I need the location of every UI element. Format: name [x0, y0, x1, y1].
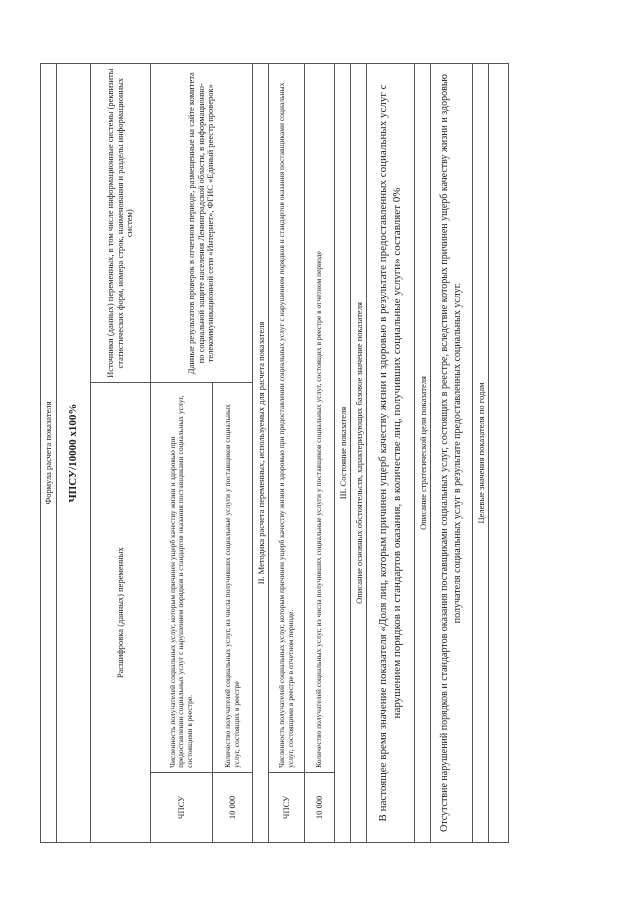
formula-value: ЧПСУ/10000 х100% [57, 63, 91, 842]
targets-empty-row [489, 63, 509, 842]
var-code: ЧПСУ [151, 772, 213, 842]
section-3-text: В настоящее время значение показателя «Доля лиц, которым причинен ущерб качеству жизни и здоровью в результате предоставленных социальных услуг с нарушением порядков и стандартов оказания, в количестве лиц, получивших социальные услуги» составляет 0% [367, 63, 415, 842]
method-text: Количество получателей социальных услуг, из числа получивших социальные услуги у поставщиков социальных услуг, состоящих в реестре в отчетном периоде [305, 63, 335, 772]
var-desc: Численность получателей социальных услуг, которым причинен ущерб качеству жизни и здоровью при предоставлении социальных услуг с нарушением порядков и стандартов оказания поставщиками социальных услуг, состоящими в реестре. [151, 382, 213, 772]
goal-title: Описание стратегической цели показателя [415, 63, 431, 842]
formula-header: Формула расчета показателя [41, 63, 57, 842]
vars-source-header: Источники (данных) переменных, в том числе информационные системы (реквизиты статистических форм, номера строк, наименования и разделы информационных систем) [91, 63, 151, 382]
vars-source: Данные результатов проверок в отчетном периоде, размещенные на сайте комитета по социальной защите населения Ленинградской области, в информационно-телекоммуникационной сети «Интернет», ФГИС «Единый реестр проверок» [151, 63, 253, 382]
vars-desc-header: Расшифровка (данных) переменных [91, 382, 151, 842]
indicator-table [40, 63, 509, 843]
method-code: ЧПСУ [269, 772, 305, 842]
section-2-title: II. Методика расчета переменных, используемых для расчета показателя [253, 63, 269, 842]
section-3-subtitle: Описание основных обстоятельств, характеризующих базовое значение показателя [351, 63, 367, 842]
var-desc: Количество получателей социальных услуг, из числа получивших социальные услуги у поставщиков социальных услуг, состоящих в реестре [213, 382, 253, 772]
goal-text: Отсутствие нарушений порядков и стандартов оказания поставщиками социальных услуг, состоящих в реестре, вследствие которых причинен ущерб качеству жизни и здоровью получателя социальных услуг в результате предоставленных социальных услуг. [431, 63, 473, 842]
rotated-document-page [40, 63, 600, 843]
method-code: 10 000 [305, 772, 335, 842]
var-code: 10 000 [213, 772, 253, 842]
targets-title: Целевые значения показателя по годам [473, 63, 489, 842]
section-3-title: III. Состояние показателя [335, 63, 351, 842]
method-text: Численность получателей социальных услуг, которым причинен ущерб качеству жизни и здоровью при предоставлении социальных услуг с нарушением порядков и стандартов оказания поставщиками социальных услуг, состоящими в реестре в отчетном периоде. [269, 63, 305, 772]
